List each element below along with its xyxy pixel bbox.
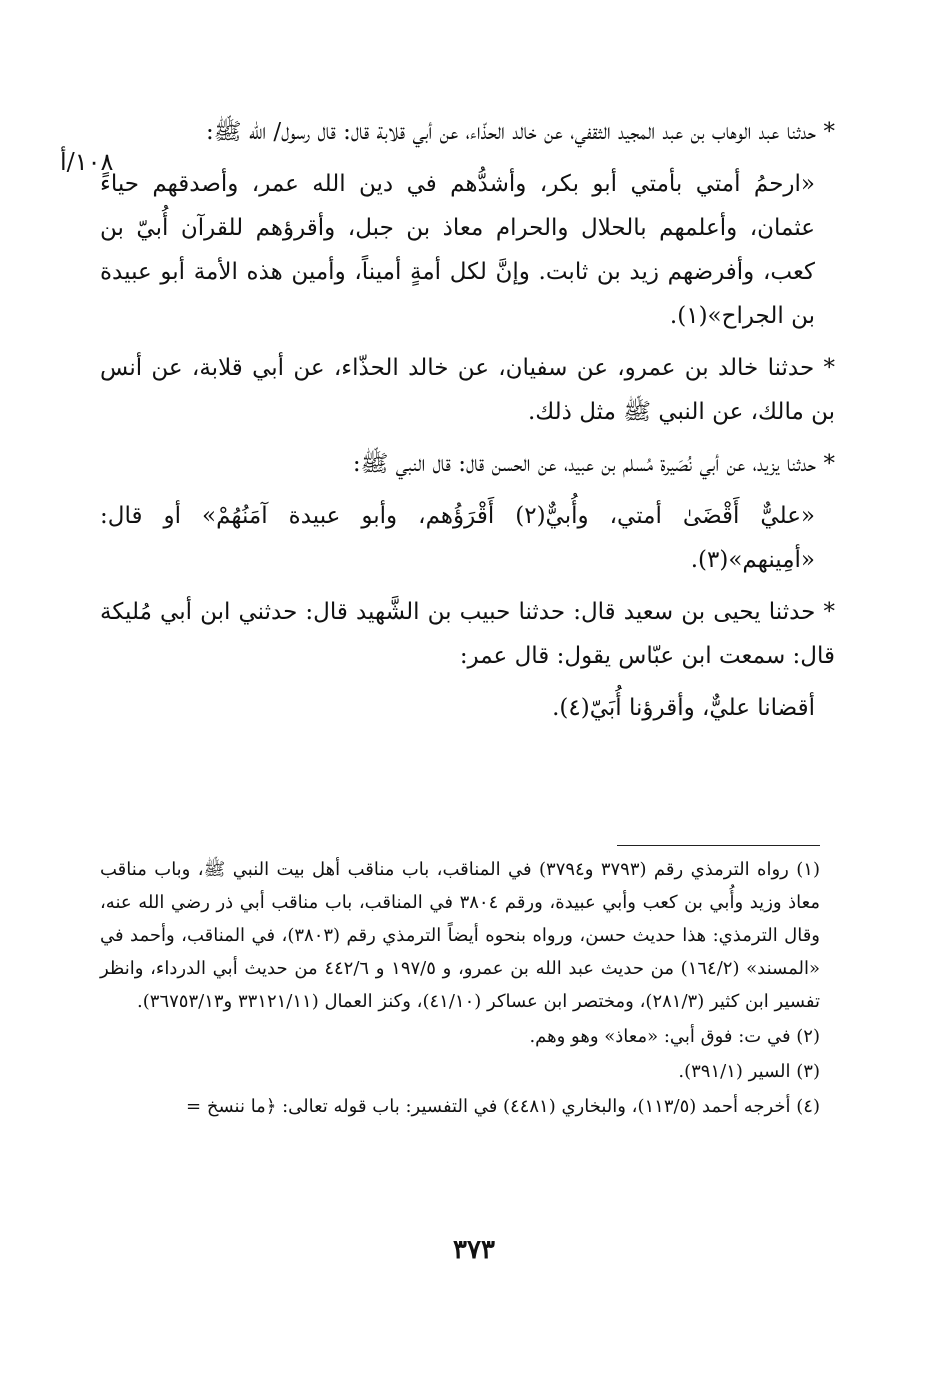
footnote-3: (٣) السير (٣٩١/١). <box>678 1061 820 1082</box>
hadith-text-3: «عليٌّ أَقْضَىٰ أمتي، وأُبيٌّ(٢) أَقْرَؤُهم، وأبو عبيدة آمَنُهُمْ» أو قال: «أمِينهم»(٣). <box>100 503 815 573</box>
footnotes <box>100 853 820 1125</box>
footnote-1: (١) رواه الترمذي رقم (٣٧٩٣ و٣٧٩٤) في المناقب، باب مناقب أهل بيت النبي ﷺ، وباب مناقب معاذ وزيد وأُبي بن كعب وأبي عبيدة، ورقم ٣٨٠٤ في المناقب، باب مناقب أبي ذر رضي الله عنه، وقال الترمذي: هذا حديث حسن، ورواه بنحوه أيضاً الترمذي رقم (٣٨٠٣)، في المناقب، وأحمد في «المسند» (١٦٤/٢) من حديث عبد الله بن عمرو، و ١٩٧/٥ و ٤٤٢/٦ من حديث أبي الدرداء، وانظر تفسير ابن كثير (٢٨١/٣)، ومختصر ابن عساكر (٤١/١٠)، وكنز العمال (٣٣١٢١/١١ و٣٦٧٥٣/١٣). <box>100 859 820 1012</box>
page-number: ٣٧٣ <box>453 1235 495 1265</box>
hadith-chain-4: * حدثنا يحيى بن سعيد قال: حدثنا حبيب بن الشَّهيد قال: حدثني ابن أبي مُليكة قال: سمعت ابن عبّاس يقول: قال عمر: <box>100 599 835 669</box>
hadith-chain-2: * حدثنا خالد بن عمرو، عن سفيان، عن خالد الحذّاء، عن أبي قلابة، عن أنس بن مالك، عن النبي ﷺ مثل ذلك. <box>100 355 835 425</box>
hadith-text-4: أقضانا عليٌّ، وأقرؤنا أُبَيّ(٤). <box>552 695 815 721</box>
footnote-4: (٤) أخرجه أحمد (١١٣/٥)، والبخاري (٤٤٨١) في التفسير: باب قوله تعالى: ﴿ما ننسخ = <box>186 1096 820 1117</box>
hadith-chain-1: * حدثنا عبد الوهاب بن عبد المجيد الثقفي، عن خالد الحذّاء، عن أبي قلابة قال: قال رسول/ الله ﷺ: <box>206 119 835 145</box>
hadith-chain-3: * حدثنا يزيد، عن أبي نُصَيرة مُسلم بن عبيد، عن الحسن قال: قال النبي ﷺ: <box>352 451 835 477</box>
footnote-separator <box>617 845 820 846</box>
footnote-2: (٢) في ت: فوق أبي: «معاذ» وهو وهم. <box>529 1026 820 1047</box>
main-text <box>100 110 835 738</box>
folio-marginal-note: ١٠٨/أ <box>60 148 114 176</box>
hadith-text-1: «ارحمُ أمتي بأمتي أبو بكر، وأشدُّهم في دين الله عمر، وأصدقهم حياءً عثمان، وأعلمهم بالحلال والحرام معاذ بن جبل، وأقرؤهم للقرآن أُبيّ بن كعب، وأفرضهم زيد بن ثابت. وإنَّ لكل أمةٍ أميناً، وأمين هذه الأمة أبو عبيدة بن الجراح»(١). <box>100 171 815 329</box>
